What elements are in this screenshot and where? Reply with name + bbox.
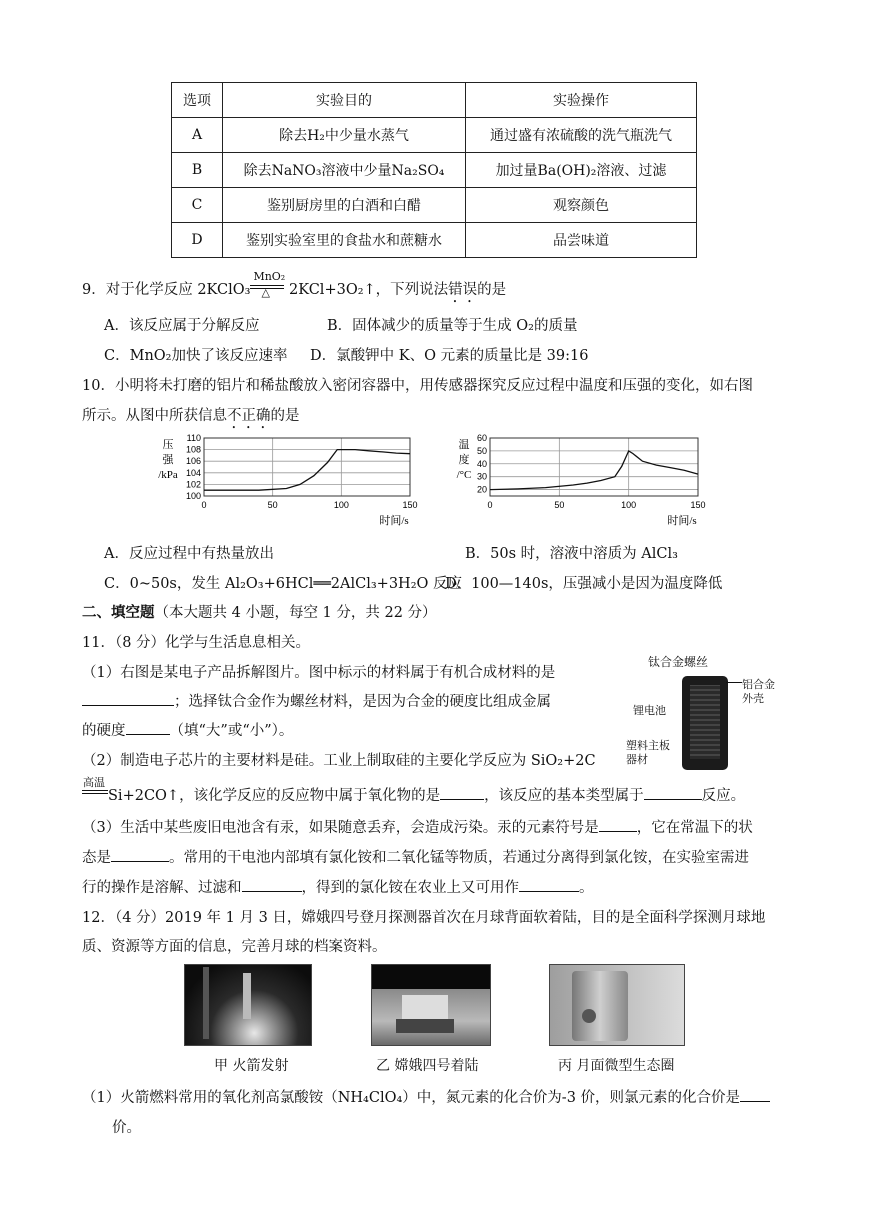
table-cell: 鉴别实验室里的食盐水和蔗糖水 <box>223 223 466 258</box>
table-row <box>172 118 697 153</box>
photo-caption: 丙 月面微型生态圈 <box>558 1058 675 1074</box>
series-line <box>490 451 698 490</box>
table-cell: 加过量Ba(OH)₂溶液、过滤 <box>466 153 697 188</box>
q11-p3-line3 <box>82 876 594 897</box>
answer-blank[interactable] <box>111 847 169 862</box>
section-note: （本大题共 4 小题，每空 1 分，共 22 分） <box>154 605 437 621</box>
q11-p3b: ，它在常温下的状 <box>636 820 753 836</box>
experiment-table <box>171 82 697 258</box>
pressure-chart <box>150 430 430 535</box>
high-temp-label: 高温 <box>83 776 105 789</box>
table-cell: D <box>172 223 223 258</box>
y-tick-label: 60 <box>476 433 487 443</box>
rocket-shape <box>243 973 251 1019</box>
y-tick-label: 108 <box>185 444 201 455</box>
y-tick-label: 20 <box>476 484 487 495</box>
section-heading <box>82 601 437 622</box>
y-axis-label: 压 <box>162 439 174 451</box>
q11-p3-line2 <box>82 846 749 867</box>
q12-stem-line2: 质、资源等方面的信息，完善月球的档案资料。 <box>82 939 387 955</box>
phone-teardown-figure <box>620 650 790 775</box>
y-axis-label: /kPa <box>158 469 178 481</box>
answer-blank[interactable] <box>440 785 484 800</box>
answer-blank[interactable] <box>519 877 579 892</box>
q10-stem-text: 的是 <box>270 408 300 424</box>
section-title: 二、填空题 <box>82 604 155 621</box>
y-axis-label: 温 <box>458 439 470 451</box>
table-header: 实验操作 <box>466 83 697 118</box>
heat-symbol: △ <box>261 286 270 299</box>
q11-p3d: 。常用的干电池内部填有氯化铵和二氧化锰等物质，若通过分离得到氯化铵，在实验室需进 <box>169 850 749 866</box>
q11-title: 11．（8 分）化学与生活息息相关。 <box>82 635 311 651</box>
x-tick-label: 0 <box>487 500 493 510</box>
label-titanium-screw: 钛合金螺丝 <box>648 655 709 669</box>
table-header-row <box>172 83 697 118</box>
table-header: 选项 <box>172 83 223 118</box>
ecosystem-photo <box>549 964 685 1046</box>
y-axis-label: 强 <box>162 454 174 466</box>
x-axis-label: 时间/s <box>379 515 409 527</box>
q10-option-b: B．50s 时，溶液中溶质为 AlCl₃ <box>465 546 678 562</box>
x-tick-label: 0 <box>201 500 207 510</box>
q11-p2c: ，该反应的基本类型属于 <box>484 788 644 804</box>
y-tick-label: 40 <box>476 458 487 469</box>
q11-p2a: （2）制造电子芯片的主要材料是硅。工业上制取硅的主要化学反应为 SiO₂+2C <box>82 753 596 769</box>
q11-p3e: 行的操作是溶解、过滤和 <box>82 880 242 896</box>
x-tick-label: 50 <box>267 500 278 510</box>
label-aluminium-shell: 铝合金 外壳 <box>742 678 775 705</box>
q10-emphasis: 不正确 <box>227 408 271 424</box>
x-tick-label: 150 <box>402 500 418 510</box>
q9-option-b: B．固体减少的质量等于生成 O₂的质量 <box>327 318 578 334</box>
lander-photo <box>371 964 491 1046</box>
table-cell: 鉴别厨房里的白酒和白醋 <box>223 188 466 223</box>
q9-stem-text: 9．对于化学反应 2KClO₃ <box>82 282 251 298</box>
q11-p3c: 态是 <box>82 850 111 866</box>
answer-blank[interactable] <box>644 785 702 800</box>
q10-stem-text: 所示。从图中所获信息 <box>82 408 227 424</box>
q11-p2b: Si+2CO↑，该化学反应的反应物中属于氧化物的是 <box>108 788 441 804</box>
y-tick-label: 110 <box>186 433 201 443</box>
q12-p1: （1）火箭燃料常用的氧化剂高氯酸铵（NH₄ClO₄）中，氮元素的化合价为-3 价，则氯元素的化合价是 <box>82 1090 741 1106</box>
y-tick-label: 100 <box>185 491 201 501</box>
table-cell: 观察颜色 <box>466 188 697 223</box>
x-axis-label: 时间/s <box>667 515 697 527</box>
answer-blank[interactable] <box>740 1087 770 1102</box>
y-tick-label: 104 <box>185 467 201 478</box>
answer-blank[interactable] <box>599 817 637 832</box>
q11-p3-line1 <box>82 816 753 837</box>
q9-emphasis: 错误 <box>448 282 478 298</box>
lander-body <box>402 995 448 1021</box>
table-cell: 除去H₂中少量水蒸气 <box>223 118 466 153</box>
q11-p2d: 反应。 <box>701 788 746 804</box>
table-cell: A <box>172 118 223 153</box>
q11-p1b: ；选择钛合金作为螺丝材料，是因为合金的硬度比组成金属 <box>174 694 551 710</box>
x-tick-label: 50 <box>554 500 565 510</box>
q9-option-a: A．该反应属于分解反应 <box>104 318 260 334</box>
q10-option-d: D．100—140s，压强减小是因为温度降低 <box>445 576 723 592</box>
q10-stem-line2 <box>82 404 300 432</box>
answer-blank[interactable] <box>242 877 302 892</box>
q11-p1d: （填“大”或“小”）。 <box>169 723 294 739</box>
answer-blank[interactable] <box>82 691 174 706</box>
tower-shape <box>203 967 209 1039</box>
table-cell: 除去NaNO₃溶液中少量Na₂SO₄ <box>223 153 466 188</box>
table-header: 实验目的 <box>223 83 466 118</box>
table-cell: C <box>172 188 223 223</box>
q11-p1a: （1）右图是某电子产品拆解图片。图中标示的材料属于有机合成材料的是 <box>82 665 556 681</box>
table-row <box>172 153 697 188</box>
table-cell: 通过盛有浓硫酸的洗气瓶洗气 <box>466 118 697 153</box>
rocket-launch-photo <box>184 964 312 1046</box>
lander-base <box>396 1019 454 1033</box>
y-tick-label: 50 <box>476 445 487 456</box>
reaction-condition <box>82 776 108 804</box>
table-cell: 品尝味道 <box>466 223 697 258</box>
q12-p1-end: 价。 <box>112 1120 141 1136</box>
q11-p3g: 。 <box>579 880 594 896</box>
q12-p1-line <box>82 1086 770 1107</box>
catalyst-label: MnO₂ <box>253 270 286 283</box>
q9-stem-text: 2KCl+3O₂↑，下列说法 <box>284 282 449 298</box>
canister-badge <box>582 1009 596 1023</box>
q9-option-c: C．MnO₂加快了该反应速率 <box>104 348 288 364</box>
label-plastic-board: 塑料主板 器材 <box>626 739 670 766</box>
q9-stem-text: 的是 <box>477 282 507 298</box>
q11-p1c-line <box>82 719 293 740</box>
answer-blank[interactable] <box>126 720 170 735</box>
label-lithium-battery: 锂电池 <box>633 704 666 717</box>
y-tick-label: 102 <box>185 479 201 490</box>
canister-shape <box>572 971 628 1041</box>
q10-option-c: C．0~50s，发生 Al₂O₃+6HCl══2AlCl₃+3H₂O 反应 <box>104 576 463 592</box>
x-tick-label: 100 <box>621 500 637 510</box>
q10-stem-line1: 10．小明将未打磨的铝片和稀盐酸放入密闭容器中，用传感器探究反应过程中温度和压强的变化，如右图 <box>82 378 753 394</box>
equals-bar <box>82 790 108 794</box>
x-tick-label: 150 <box>690 500 706 510</box>
pointer-line <box>726 682 742 683</box>
temperature-chart <box>448 430 718 535</box>
q11-p3a: （3）生活中某些废旧电池含有汞，如果随意丢弃，会造成污染。汞的元素符号是 <box>82 820 599 836</box>
phone-circuit <box>690 685 720 759</box>
q11-p1b-line <box>82 690 551 711</box>
x-tick-label: 100 <box>333 500 349 510</box>
q12-stem-line1: 12．（4 分）2019 年 1 月 3 日，嫦娥四号登月探测器首次在月球背面软着陆，目的是全面科学探测月球地 <box>82 910 766 926</box>
y-tick-label: 30 <box>476 471 487 482</box>
q11-p3f: ，得到的氯化铵在农业上又可用作 <box>301 880 519 896</box>
reaction-condition <box>250 270 286 299</box>
y-axis-label: 度 <box>458 454 470 466</box>
plot-frame <box>204 438 410 496</box>
y-axis-label: /°C <box>456 469 472 481</box>
photo-caption: 乙 嫦娥四号着陆 <box>376 1058 479 1074</box>
q11-p1c: 的硬度 <box>82 723 126 739</box>
table-row <box>172 223 697 258</box>
y-tick-label: 106 <box>185 456 201 467</box>
q11-p2b-line <box>82 776 746 805</box>
q9-stem <box>82 270 507 306</box>
photo-caption: 甲 火箭发射 <box>214 1058 289 1074</box>
q9-option-d: D．氯酸钾中 K、O 元素的质量比是 39:16 <box>310 348 589 364</box>
table-row <box>172 188 697 223</box>
table-cell: B <box>172 153 223 188</box>
q10-option-a: A．反应过程中有热量放出 <box>104 546 274 562</box>
